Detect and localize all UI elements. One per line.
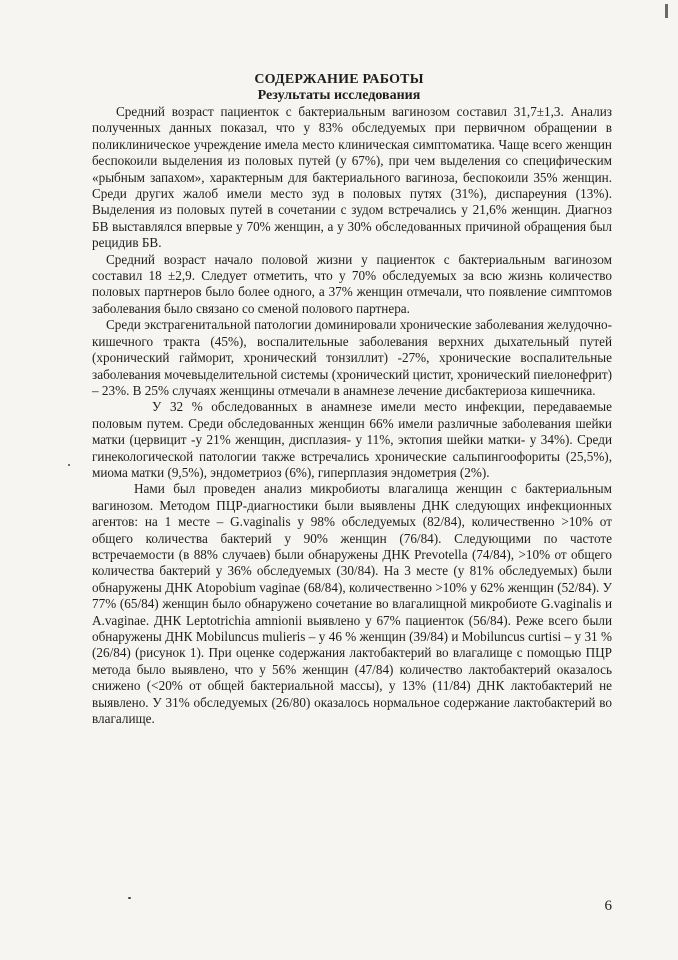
body-text <box>92 104 612 727</box>
section-subtitle: Результаты исследования <box>257 88 421 103</box>
scan-mark <box>665 4 668 18</box>
paragraph-microbiota-analysis: Нами был проведен анализ микробиоты влагалища женщин с бактериальным вагинозом. Методом ПЦР-диагностики были выявлены ДНК следующих инфекционных агентов: на 1 месте – G.vaginalis у 98% обследуемых (82/84), количественно >10% от общего количества бактерий у 90% женщин (76/84). Следующими по частоте встречаемости (в 88% случаев) были обнаружены ДНК Prevotella (74/84), >10% от общего количества бактерий у 36% обследуемых (30/84). На 3 месте (у 81% обследуемых) были обнаружены ДНК Atopobium vaginae (68/84), количественно >10% у 62% женщин (52/84). У 77% (65/84) женщин было обнаружено сочетание во влагалищной микробиоте G.vaginalis и A.vaginae. ДНК Leptotrichia amnionii выявлено у 67% пациенток (56/84). Реже всего были обнаружены ДНК Mobiluncus mulieris – у 46 % женщин (39/84) и Mobiluncus curtisi – у 31 % (26/84) (рисунок 1). При оценке содержания лактобактерий во влагалище с помощью ПЦР метода было выявлено, что у 56% женщин (47/84) количество лактобактерий оказалось снижено (<20% от общей бактериальной массы), у 13% (11/84) ДНК лактобактерий не выявлено. У 31% обследуемых (26/80) оказалось нормальное содержание лактобактерий во влагалище. <box>92 481 612 727</box>
scan-speck <box>68 464 70 466</box>
paragraph-sexual-history: Средний возраст начало половой жизни у пациенток с бактериальным вагинозом составил 18 ±2,9. Следует отметить, что у 70% обследуемых за всю жизнь количество половых партнеров было более одного, а 37% женщин отмечали, что появление симптомов заболевания было связано со сменой полового партнера. <box>92 251 612 316</box>
scan-speck <box>128 897 131 899</box>
paragraph-extragenital-pathology: Среди экстрагенитальной патологии доминировали хронические заболевания желудочно-кишечного тракта (45%), воспалительные заболевания верхних дыхательный путей (хронический гаймoрит, хронический тонзиллит) -27%, хронические воспалительные заболевания мочевыделительной системы (хронический цистит, хронический пиелонефрит) – 23%. В 25% случаях женщины отмечали в анамнезе лечение дисбактериоза кишечника. <box>92 317 612 398</box>
paragraph-infections-gynecology: У 32 % обследованных в анамнезе имели место инфекции, передаваемые половым путем. Среди обследованных женщин 66% имели различные заболевания шейки матки (цервицит -у 21% женщин, дисплазия- у 11%, эктопия шейки матки- у 34%). Среди гинекологической патологии также встречались хронические сальпингоофориты (25,5%), миома матки (9,5%), эндометриоз (6%), гиперплазия эндометрия (2%). <box>92 399 612 480</box>
page-number: 6 <box>604 898 612 914</box>
document-title: СОДЕРЖАНИЕ РАБОТЫ <box>254 72 424 87</box>
paragraph-age-symptoms: Средний возраст пациенток с бактериальным вагинозом составил 31,7±1,3. Анализ полученных данных показал, что у 83% обследуемых при первичном обращении в поликлиническое учреждение имела место клиническая симптоматика. Чаще всего женщин беспокоили выделения из половых путей (у 67%), при чем выделения со специфическим «рыбным запахом», характерным для бактериального вагиноза, беспокоили 35% женщин. Среди других жалоб имели место зуд в половых путях (31%), диспареуния (13%). Выделения из половых путей в сочетании с зудом встречались у 21,6% женщин. Диагноз БВ выставлялся впервые у 70% женщин, а у 30% обследованных причиной обращения был рецидив БВ. <box>92 104 612 251</box>
heading-block <box>0 72 678 104</box>
